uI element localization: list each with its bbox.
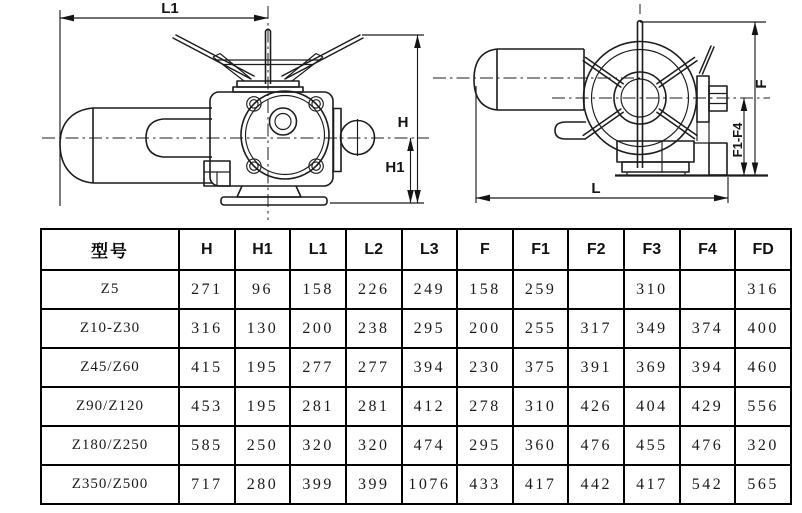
dim-h-h1 — [330, 35, 424, 203]
technical-drawing — [0, 0, 802, 226]
data-cell: 200 — [290, 309, 346, 348]
data-cell: 281 — [346, 387, 402, 426]
data-cell: 158 — [457, 270, 513, 309]
dim-label-h1: H1 — [385, 159, 405, 176]
dim-l — [476, 86, 728, 203]
centerlines — [433, 4, 770, 98]
handwheel-face — [583, 21, 697, 168]
data-cell: 404 — [624, 387, 680, 426]
mounting-lug — [555, 122, 586, 139]
data-cell: 277 — [346, 348, 402, 387]
data-cell: 271 — [179, 270, 235, 309]
header-cell-model: 型号 — [41, 229, 179, 270]
model-cell: Z10-Z30 — [41, 309, 179, 348]
data-cell: 316 — [179, 309, 235, 348]
data-cell: 349 — [624, 309, 680, 348]
data-cell: 442 — [568, 465, 624, 504]
data-cell: 320 — [346, 426, 402, 465]
data-cell: 429 — [680, 387, 736, 426]
table-header — [41, 229, 791, 270]
data-cell: 585 — [179, 426, 235, 465]
data-cell: 399 — [346, 465, 402, 504]
table-row — [41, 309, 791, 348]
data-cell: 278 — [457, 387, 513, 426]
data-cell — [568, 270, 624, 309]
side-handwheel-knob — [341, 119, 375, 156]
dim-label-l: L — [591, 180, 601, 197]
data-cell: 400 — [735, 309, 791, 348]
data-cell: 394 — [680, 348, 736, 387]
model-cell: Z180/Z250 — [41, 426, 179, 465]
data-cell: 310 — [624, 270, 680, 309]
header-cell-l3: L3 — [402, 229, 458, 270]
data-cell: 250 — [235, 426, 291, 465]
data-cell: 158 — [290, 270, 346, 309]
data-cell: 417 — [513, 465, 569, 504]
data-cell: 130 — [235, 309, 291, 348]
table-body — [41, 270, 791, 504]
data-cell: 369 — [624, 348, 680, 387]
data-cell: 277 — [290, 348, 346, 387]
motor — [474, 49, 586, 139]
motor — [60, 108, 212, 183]
data-cell: 399 — [290, 465, 346, 504]
data-cell: 360 — [513, 426, 569, 465]
data-cell — [680, 270, 736, 309]
data-cell: 453 — [179, 387, 235, 426]
data-cell: 426 — [568, 387, 624, 426]
header-cell-f2: F2 — [568, 229, 624, 270]
data-cell: 295 — [457, 426, 513, 465]
table-header-row — [41, 229, 791, 270]
data-cell: 200 — [457, 309, 513, 348]
data-cell: 255 — [513, 309, 569, 348]
data-cell: 96 — [235, 270, 291, 309]
data-cell: 460 — [735, 348, 791, 387]
header-cell-f3: F3 — [624, 229, 680, 270]
data-cell: 474 — [402, 426, 458, 465]
data-cell: 195 — [235, 348, 291, 387]
table-row — [41, 387, 791, 426]
data-cell: 565 — [735, 465, 791, 504]
data-cell: 320 — [290, 426, 346, 465]
data-cell: 717 — [179, 465, 235, 504]
data-cell: 394 — [402, 348, 458, 387]
valve-stem — [638, 21, 643, 168]
data-cell: 556 — [735, 387, 791, 426]
data-cell: 374 — [680, 309, 736, 348]
bottom-flange — [221, 186, 327, 205]
data-cell: 320 — [735, 426, 791, 465]
header-cell-f4: F4 — [680, 229, 736, 270]
data-cell: 375 — [513, 348, 569, 387]
side-view — [433, 4, 770, 203]
data-cell: 417 — [624, 465, 680, 504]
table-row — [41, 465, 791, 504]
data-cell: 455 — [624, 426, 680, 465]
dim-label-h: H — [397, 114, 409, 131]
dimensions-table — [40, 228, 792, 505]
data-cell: 281 — [290, 387, 346, 426]
header-cell-h: H — [179, 229, 235, 270]
data-cell: 195 — [235, 387, 291, 426]
data-cell: 317 — [568, 309, 624, 348]
model-cell: Z45/Z60 — [41, 348, 179, 387]
dim-f1-f4 — [730, 98, 747, 176]
centerlines — [42, 6, 429, 220]
data-cell: 226 — [346, 270, 402, 309]
table-row — [41, 270, 791, 309]
data-cell: 230 — [457, 348, 513, 387]
data-cell: 415 — [179, 348, 235, 387]
dim-label-f: F — [753, 79, 770, 89]
header-cell-l2: L2 — [346, 229, 402, 270]
front-view — [42, 0, 429, 220]
data-cell: 542 — [680, 465, 736, 504]
data-cell: 249 — [402, 270, 458, 309]
header-cell-f1: F1 — [513, 229, 569, 270]
data-cell: 238 — [346, 309, 402, 348]
header-cell-l1: L1 — [290, 229, 346, 270]
model-cell: Z90/Z120 — [41, 387, 179, 426]
declutch-lever — [700, 46, 715, 74]
table-row — [41, 426, 791, 465]
data-cell: 476 — [680, 426, 736, 465]
data-cell: 476 — [568, 426, 624, 465]
output-flange — [697, 46, 727, 122]
data-cell: 391 — [568, 348, 624, 387]
data-cell: 280 — [235, 465, 291, 504]
model-cell: Z350/Z500 — [41, 465, 179, 504]
data-cell: 433 — [457, 465, 513, 504]
side-flange-strip — [334, 109, 342, 172]
data-cell: 316 — [735, 270, 791, 309]
header-cell-f: F — [457, 229, 513, 270]
data-cell: 295 — [402, 309, 458, 348]
header-cell-fd: FD — [735, 229, 791, 270]
data-cell: 1076 — [402, 465, 458, 504]
dim-l1 — [60, 0, 268, 206]
table-row — [41, 348, 791, 387]
model-cell: Z5 — [41, 270, 179, 309]
dim-label-f1-f4: F1-F4 — [730, 122, 745, 158]
header-cell-h1: H1 — [235, 229, 291, 270]
data-cell: 259 — [513, 270, 569, 309]
data-cell: 412 — [402, 387, 458, 426]
dim-label-l1: L1 — [161, 0, 179, 17]
data-cell: 310 — [513, 387, 569, 426]
